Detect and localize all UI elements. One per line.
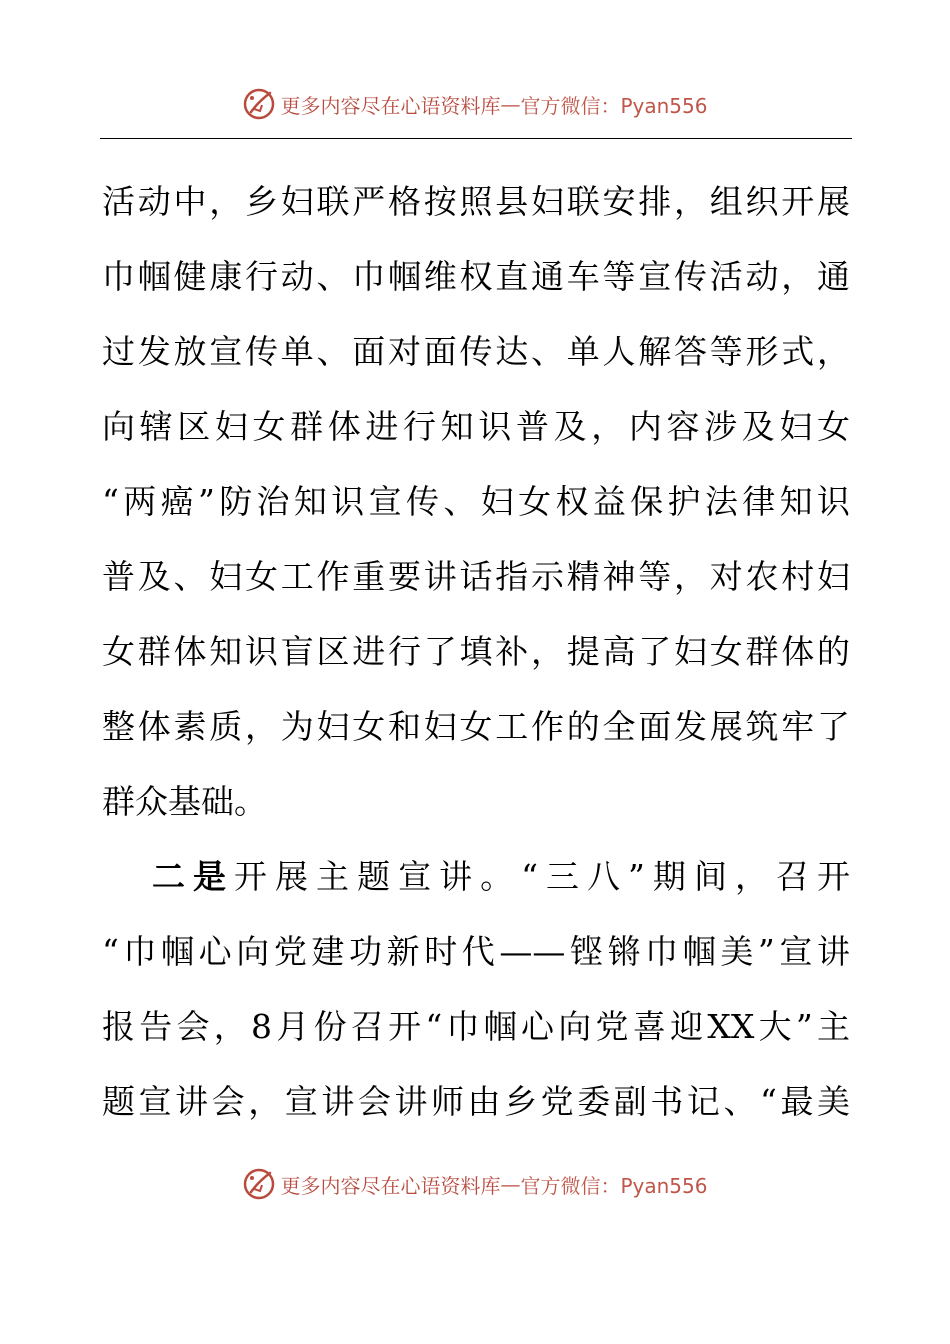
page-footer-watermark xyxy=(0,1166,950,1202)
page-header-watermark xyxy=(0,86,950,122)
body-line-8: 整体素质，为妇女和妇女工作的全面发展筑牢了 xyxy=(102,707,850,746)
footer-brand-text: 更多内容尽在心语资料库 xyxy=(280,1173,501,1198)
paragraph-2-line-2: “巾帼心向党建功新时代——铿锵巾帼美”宣讲 xyxy=(102,932,850,971)
document-body xyxy=(102,170,850,1145)
quill-seal-icon xyxy=(242,87,276,121)
header-contact-text: 官方微信：Pyan556 xyxy=(520,93,708,118)
footer-dash: — xyxy=(500,1172,521,1196)
quill-seal-icon xyxy=(242,1167,276,1201)
header-divider xyxy=(100,138,852,139)
paragraph-2-first-rest: 开展主题宣讲。“三八”期间，召开 xyxy=(234,857,850,896)
paragraph-2-lead: 二是 xyxy=(152,857,235,896)
body-line-1: 活动中，乡妇联严格按照县妇联安排，组织开展 xyxy=(102,182,850,221)
body-line-7: 女群体知识盲区进行了填补，提高了妇女群体的 xyxy=(102,632,850,671)
paragraph-2-line-4: 题宣讲会，宣讲会讲师由乡党委副书记、“最美 xyxy=(102,1082,850,1121)
paragraph-2-line-3: 报告会，8月份召开“巾帼心向党喜迎XX大”主 xyxy=(102,1007,850,1046)
header-brand-text: 更多内容尽在心语资料库 xyxy=(280,93,501,118)
header-dash: — xyxy=(500,92,521,116)
body-line-4: 向辖区妇女群体进行知识普及，内容涉及妇女 xyxy=(102,407,850,446)
body-line-3: 过发放宣传单、面对面传达、单人解答等形式， xyxy=(102,332,850,371)
footer-contact-text: 官方微信：Pyan556 xyxy=(520,1173,708,1198)
body-line-2: 巾帼健康行动、巾帼维权直通车等宣传活动，通 xyxy=(102,257,850,296)
paragraph-2-first-line xyxy=(102,845,850,920)
body-line-6: 普及、妇女工作重要讲话指示精神等，对农村妇 xyxy=(102,557,850,596)
body-line-9: 群众基础。 xyxy=(102,782,267,821)
body-line-5: “两癌”防治知识宣传、妇女权益保护法律知识 xyxy=(102,482,850,521)
